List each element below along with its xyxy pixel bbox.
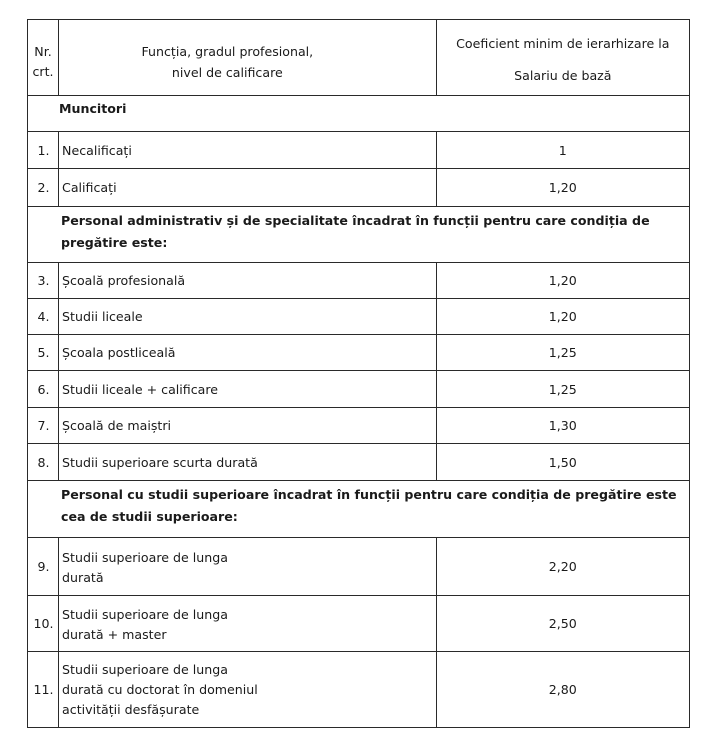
table-row (28, 652, 690, 728)
row-number: 8. (28, 444, 59, 481)
row-coefficient: 1,20 (436, 169, 689, 207)
row-coefficient: 1,25 (436, 335, 689, 371)
row-number: 7. (28, 408, 59, 444)
table-row (28, 596, 690, 652)
row-number: 2. (28, 169, 59, 207)
header-nr-label: Nr. (34, 43, 52, 59)
row-number: 4. (28, 299, 59, 335)
row-number: 3. (28, 263, 59, 299)
row-function-line: durată + master (62, 626, 167, 642)
header-function-cell (59, 20, 437, 96)
section-header-row (28, 481, 690, 538)
row-function-line: Studii superioare de lunga (62, 606, 228, 622)
row-number: 10. (28, 596, 59, 652)
salary-coefficient-table (27, 19, 690, 728)
section-title (28, 207, 690, 263)
row-function-line: Studii superioare de lunga (62, 549, 228, 565)
header-qualification-label: nivel de calificare (171, 65, 283, 80)
section-title-line: pregătire este: (61, 235, 168, 250)
row-function: Necalificați (59, 132, 437, 169)
row-function: Școala postliceală (59, 335, 437, 371)
row-function: Școală de maiștri (59, 408, 437, 444)
row-function-line: Studii superioare de lunga (62, 661, 228, 677)
table-row (28, 299, 690, 335)
row-function (59, 538, 437, 596)
section-title (28, 481, 690, 538)
section-title-line: Personal administrativ și de specialitate încadrat în funcții pentru care condiția de (61, 213, 650, 228)
header-coefficient-label: Coeficient minim de ierarhizare la (456, 35, 670, 51)
row-coefficient: 1,30 (436, 408, 689, 444)
row-coefficient: 1,20 (436, 299, 689, 335)
row-number: 5. (28, 335, 59, 371)
row-function: Studii liceale (59, 299, 437, 335)
table-row (28, 371, 690, 408)
row-coefficient: 2,50 (436, 596, 689, 652)
row-function-line: durată cu doctorat în domeniul (62, 681, 258, 697)
section-title-line: Personal cu studii superioare încadrat în funcții pentru care condiția de pregătire este (61, 487, 677, 502)
row-function (59, 596, 437, 652)
section-title: Muncitori (28, 96, 690, 132)
row-number: 9. (28, 538, 59, 596)
row-number: 6. (28, 371, 59, 408)
row-coefficient: 2,80 (436, 652, 689, 728)
header-nr-cell (28, 20, 59, 96)
row-coefficient: 1,20 (436, 263, 689, 299)
row-coefficient: 1 (436, 132, 689, 169)
header-base-salary-label: Salariu de bază (514, 67, 612, 83)
row-function-line: activității desfășurate (62, 701, 200, 717)
row-number: 1. (28, 132, 59, 169)
row-function: Studii liceale + calificare (59, 371, 437, 408)
section-header-row (28, 207, 690, 263)
section-header-row (28, 96, 690, 132)
row-coefficient: 1,50 (436, 444, 689, 481)
header-function-label: Funcția, gradul profesional, (141, 44, 314, 59)
table-row (28, 408, 690, 444)
table-row (28, 263, 690, 299)
table-header-row (28, 20, 690, 96)
section-title-line: cea de studii superioare: (61, 509, 238, 524)
table-row (28, 169, 690, 207)
row-function: Calificați (59, 169, 437, 207)
table-row (28, 444, 690, 481)
table-row (28, 335, 690, 371)
row-function (59, 652, 437, 728)
row-coefficient: 1,25 (436, 371, 689, 408)
row-coefficient: 2,20 (436, 538, 689, 596)
header-crt-label: crt. (32, 63, 54, 79)
table-row (28, 538, 690, 596)
table-row (28, 132, 690, 169)
row-function-line: durată (62, 569, 104, 585)
row-number: 11. (28, 652, 59, 728)
row-function: Studii superioare scurta durată (59, 444, 437, 481)
row-function: Școală profesională (59, 263, 437, 299)
header-coefficient-cell (436, 20, 689, 96)
